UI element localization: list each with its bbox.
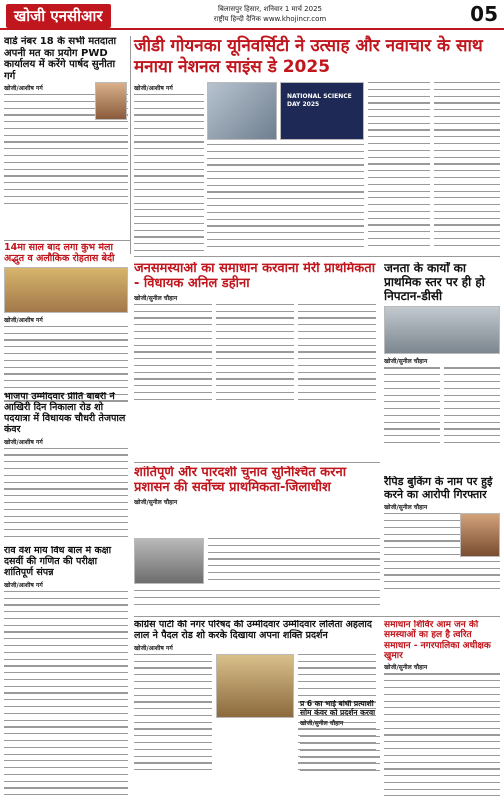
section-divider <box>134 462 380 463</box>
story-byline: खोजी/आशीष गर्ग <box>4 85 43 92</box>
story-headline: समाधान शिविर आम जन की समस्याओं का हल है त्वरित समाधान - नगरपालिका अधीक्षक खुमार <box>384 620 491 662</box>
jd-goenka-column-4 <box>434 82 500 252</box>
story-headline: जनसमस्याओं का समाधान करवाना मेरी प्राथमिकता - विधायक अनिल डहीना <box>134 262 376 291</box>
story-headline: जनता के कार्यों का प्राथमिक स्तर पर ही हो निपटान-डीसी <box>384 262 485 303</box>
accused-photo <box>460 513 500 557</box>
story-headline: जीडी गोयनका यूनिवर्सिटी ने उत्साह और नवाचार के साथ मनाया नेशनल साइंस डे 2025 <box>134 36 483 77</box>
story-byline: खोजी/सुनील चौहान <box>300 720 344 728</box>
story-bjp-roadshow <box>4 392 128 542</box>
election-officer-photo <box>134 538 204 584</box>
section-divider <box>134 256 500 257</box>
story-byline: खोजी/आशीष गर्ग <box>4 581 43 589</box>
congress-rally-photo <box>216 654 294 718</box>
science-day-banner: NATIONAL SCIENCE DAY 2025 <box>287 93 352 108</box>
story-ward-18 <box>4 36 128 236</box>
story-byline: खोजी/आशीष गर्ग <box>4 316 43 324</box>
story-byline: खोजी/सुनील चौहान <box>134 498 178 506</box>
story-headline: प्र 6 का भाई बांधी प्रत्याशी सोम कंवर को प्रदर्शन करवा <box>300 700 376 717</box>
story-janta-candidate <box>300 700 380 796</box>
story-byline: खोजी/आशीष गर्ग <box>4 438 43 446</box>
masthead <box>0 0 504 30</box>
jd-goenka-photo-stage <box>280 82 364 140</box>
story-byline: खोजी/सुनील चौहान <box>384 664 428 672</box>
story-peaceful-election <box>134 466 380 538</box>
story-headline: कांग्रेस पार्टी की नगर परिषद की उम्मीदवार उम्मीदवार ललिता अहलाद लाल ने पैदल रोड शो करके दिखाया अपना शक्ति प्रदर्शन <box>134 620 372 641</box>
story-headline: रैपिड बुकिंग के नाम पर हुई करने का आरोपी गिरफ्तार <box>384 476 493 501</box>
peaceful-election-body-2 <box>134 590 380 612</box>
page-number: 05 <box>470 2 498 26</box>
jd-goenka-photo-students <box>207 82 277 140</box>
story-byline: खोजी/सुनील चौहान <box>384 358 428 366</box>
story-byline: खोजी/आशीष गर्ग <box>134 85 173 92</box>
story-rapid-booking <box>384 476 500 612</box>
jd-goenka-headline-block <box>134 36 500 78</box>
story-headline: 14मा साल बाद लगा कुंभ मेला अद्भुत व अलौकिक रोहतास बेदी <box>4 243 115 264</box>
ward-photo <box>95 82 127 120</box>
peaceful-election-body <box>208 538 380 588</box>
masthead-date: बिलासपुर हिसार, शनिवार 1 मार्च 2025 <box>218 5 322 13</box>
story-byline: खोजी/आशीष गर्ग <box>134 644 173 652</box>
story-samadhan-shivir <box>384 620 500 796</box>
story-headline: राव वंश माय विंध बाल में कक्षा दसवीं की गणित की परीक्षा शांतिपूर्ण संपन्न <box>4 546 112 578</box>
masthead-meta <box>150 4 390 24</box>
story-byline: खोजी/सुनील चौहान <box>134 294 178 302</box>
story-headline: वार्ड नंबर 18 के सभी मतदाता अपनी मत का प्रयोग PWD कार्यालय में करेंगे पार्षद सुनीता गर्ग <box>4 36 117 82</box>
masthead-tagline: राष्ट्रीय हिन्दी दैनिक www.khojincr.com <box>213 15 327 23</box>
jd-goenka-column-1 <box>134 82 204 252</box>
column-divider <box>130 36 131 254</box>
story-jan-samasya <box>134 262 380 452</box>
story-rao-exam <box>4 546 128 796</box>
kumbh-mela-photo <box>4 267 128 313</box>
story-headline: शांतिपूर्ण और पारदर्शी चुनाव सुनिश्चित करना प्रशासन की सर्वोच्च प्राथमिकता-जिलाधीश <box>134 466 347 495</box>
jd-goenka-column-3 <box>368 82 430 252</box>
jd-goenka-column-2 <box>207 144 364 252</box>
dc-meeting-photo <box>384 306 500 354</box>
story-dc <box>384 262 500 472</box>
section-divider <box>134 616 500 617</box>
section-divider <box>4 240 130 241</box>
story-headline: भाजपा उम्मीदवार प्रीति बाबरी ने आखिरी दिन निकाला रोड शो पदयात्रा में विधायक चौधरी तेजपाल कंवर <box>4 392 126 435</box>
newspaper-brand: खोजी एनसीआर <box>6 4 111 28</box>
story-byline: खोजी/सुनील चौहान <box>384 504 428 512</box>
